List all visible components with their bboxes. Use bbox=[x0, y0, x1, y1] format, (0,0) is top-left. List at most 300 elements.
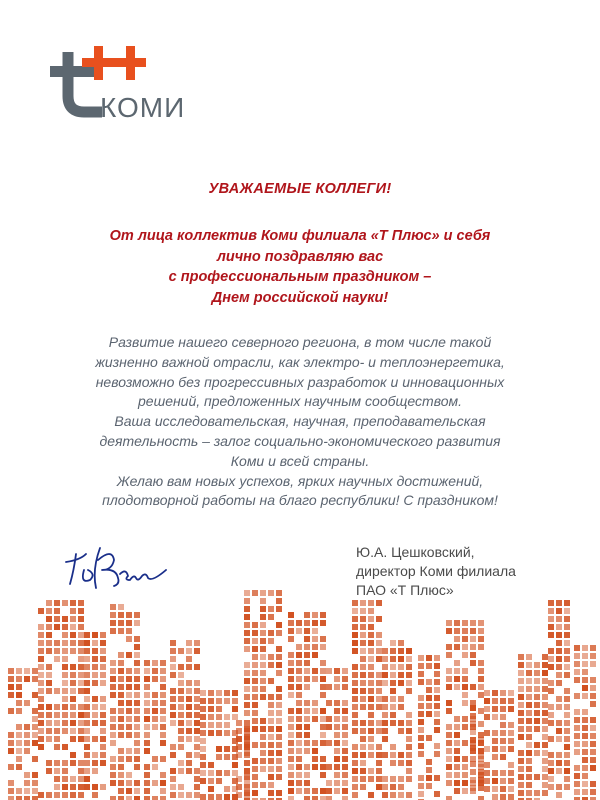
skyline-window bbox=[312, 676, 318, 682]
skyline-window bbox=[446, 620, 452, 626]
skyline-window bbox=[462, 788, 468, 794]
skyline-window bbox=[312, 716, 318, 722]
skyline-window bbox=[342, 684, 348, 690]
skyline-window bbox=[296, 692, 302, 698]
skyline-window bbox=[534, 662, 540, 668]
skyline-window bbox=[200, 762, 206, 768]
skyline-window bbox=[152, 692, 158, 698]
skyline-window bbox=[244, 736, 250, 742]
skyline-window bbox=[260, 670, 266, 676]
skyline-window bbox=[78, 704, 84, 710]
skyline-window bbox=[406, 680, 412, 686]
skyline-window bbox=[526, 726, 532, 732]
skyline-window bbox=[70, 720, 76, 726]
skyline-window bbox=[134, 724, 140, 730]
skyline-window bbox=[518, 670, 524, 676]
skyline-window bbox=[16, 676, 22, 682]
skyline-window bbox=[574, 765, 580, 771]
skyline-window bbox=[312, 700, 318, 706]
skyline-window bbox=[276, 670, 282, 676]
skyline-window bbox=[454, 764, 460, 770]
skyline-window bbox=[470, 636, 476, 642]
skyline-window bbox=[304, 620, 310, 626]
skyline-window bbox=[542, 678, 548, 684]
skyline-window bbox=[118, 724, 124, 730]
skyline-window bbox=[426, 687, 432, 693]
skyline-window bbox=[368, 640, 374, 646]
skyline-window bbox=[382, 664, 388, 670]
skyline-window bbox=[484, 730, 490, 736]
skyline-window bbox=[390, 792, 396, 798]
skyline-window bbox=[526, 686, 532, 692]
skyline-window bbox=[534, 694, 540, 700]
skyline-window bbox=[62, 784, 68, 790]
skyline-window bbox=[24, 700, 30, 706]
skyline-window bbox=[418, 735, 424, 741]
skyline-window bbox=[590, 653, 596, 659]
greeting-line: От лица коллектив Коми филиала «Т Плюс» и себя bbox=[109, 228, 491, 244]
skyline-window bbox=[194, 648, 200, 654]
skyline-window bbox=[260, 782, 266, 788]
skyline-window bbox=[126, 628, 132, 634]
skyline-window bbox=[470, 756, 476, 762]
skyline-window bbox=[62, 648, 68, 654]
skyline-window bbox=[54, 656, 60, 662]
skyline-window bbox=[110, 684, 116, 690]
skyline-window bbox=[62, 744, 68, 750]
skyline-window bbox=[470, 628, 476, 634]
skyline-window bbox=[216, 722, 222, 728]
skyline-window bbox=[232, 746, 238, 752]
skyline-window bbox=[564, 624, 570, 630]
skyline-window bbox=[304, 668, 310, 674]
skyline-window bbox=[382, 704, 388, 710]
skyline-window bbox=[542, 766, 548, 772]
skyline-window bbox=[304, 684, 310, 690]
skyline-window bbox=[526, 670, 532, 676]
skyline-window bbox=[178, 712, 184, 718]
skyline-window bbox=[398, 648, 404, 654]
body-line: Ваша исследовательская, научная, преподавательская bbox=[114, 413, 486, 430]
skyline-window bbox=[320, 676, 326, 682]
skyline-window bbox=[152, 780, 158, 786]
skyline-window bbox=[320, 764, 326, 770]
skyline-window bbox=[38, 632, 44, 638]
skyline-window bbox=[334, 676, 340, 682]
skyline-window bbox=[54, 624, 60, 630]
skyline-window bbox=[38, 712, 44, 718]
skyline-window bbox=[304, 724, 310, 730]
skyline-window bbox=[484, 778, 490, 784]
skyline-window bbox=[260, 646, 266, 652]
skyline-window bbox=[252, 622, 258, 628]
skyline-window bbox=[518, 654, 524, 660]
skyline-window bbox=[508, 746, 514, 752]
skyline-window bbox=[126, 668, 132, 674]
skyline-window bbox=[368, 728, 374, 734]
skyline-window bbox=[556, 608, 562, 614]
skyline-window bbox=[54, 792, 60, 798]
skyline-window bbox=[360, 656, 366, 662]
skyline-window bbox=[288, 748, 294, 754]
skyline-window bbox=[508, 762, 514, 768]
skyline-window bbox=[216, 754, 222, 760]
skyline-window bbox=[352, 776, 358, 782]
skyline-window bbox=[92, 664, 98, 670]
skyline-window bbox=[276, 622, 282, 628]
skyline-window bbox=[46, 688, 52, 694]
skyline-window bbox=[368, 776, 374, 782]
skyline-window bbox=[92, 784, 98, 790]
skyline-window bbox=[360, 680, 366, 686]
skyline-window bbox=[118, 772, 124, 778]
body-line: Желаю вам новых успехов, ярких научных достижений, bbox=[116, 472, 484, 489]
skyline-window bbox=[32, 708, 38, 714]
skyline-window bbox=[296, 652, 302, 658]
skyline-window bbox=[24, 740, 30, 746]
skyline-window bbox=[54, 744, 60, 750]
skyline-window bbox=[224, 786, 230, 792]
skyline-window bbox=[470, 740, 476, 746]
skyline-window bbox=[252, 670, 258, 676]
skyline-window bbox=[38, 688, 44, 694]
skyline-window bbox=[390, 712, 396, 718]
skyline-window bbox=[118, 652, 124, 658]
skyline-window bbox=[144, 668, 150, 674]
skyline-window bbox=[574, 645, 580, 651]
skyline-window bbox=[478, 660, 484, 666]
skyline-window bbox=[304, 700, 310, 706]
skyline-window bbox=[320, 644, 326, 650]
skyline-window bbox=[296, 772, 302, 778]
skyline-window bbox=[134, 660, 140, 666]
skyline-window bbox=[78, 688, 84, 694]
skyline-window bbox=[92, 648, 98, 654]
skyline-window bbox=[200, 794, 206, 800]
skyline-window bbox=[178, 680, 184, 686]
skyline-window bbox=[398, 672, 404, 678]
skyline-window bbox=[574, 789, 580, 795]
skyline-window bbox=[186, 688, 192, 694]
skyline-window bbox=[296, 780, 302, 786]
skyline-window bbox=[252, 718, 258, 724]
skyline-window bbox=[134, 748, 140, 754]
skyline-window bbox=[382, 776, 388, 782]
skyline-window bbox=[470, 724, 476, 730]
skyline-window bbox=[454, 748, 460, 754]
skyline-window bbox=[352, 784, 358, 790]
skyline-window bbox=[160, 724, 166, 730]
skyline-window bbox=[232, 762, 238, 768]
skyline-window bbox=[24, 780, 30, 786]
skyline-window bbox=[574, 781, 580, 787]
skyline-window bbox=[526, 790, 532, 796]
skyline-window bbox=[320, 788, 326, 794]
skyline-window bbox=[470, 705, 476, 711]
skyline-window bbox=[368, 616, 374, 622]
skyline-window bbox=[268, 726, 274, 732]
skyline-window bbox=[288, 756, 294, 762]
skyline-window bbox=[134, 620, 140, 626]
skyline-window bbox=[78, 776, 84, 782]
skyline-window bbox=[454, 772, 460, 778]
skyline-window bbox=[126, 652, 132, 658]
skyline-window bbox=[252, 646, 258, 652]
skyline-window bbox=[78, 728, 84, 734]
skyline-window bbox=[38, 648, 44, 654]
skyline-window bbox=[508, 706, 514, 712]
skyline-window bbox=[326, 780, 332, 786]
skyline-window bbox=[268, 606, 274, 612]
skyline-window bbox=[54, 784, 60, 790]
skyline-window bbox=[54, 768, 60, 774]
skyline-window bbox=[548, 768, 554, 774]
skyline-window bbox=[526, 782, 532, 788]
skyline-window bbox=[398, 664, 404, 670]
skyline-window bbox=[462, 652, 468, 658]
skyline-window bbox=[100, 680, 106, 686]
skyline-window bbox=[360, 648, 366, 654]
skyline-window bbox=[582, 661, 588, 667]
skyline-window bbox=[342, 788, 348, 794]
greeting-line: лично поздравляю вас bbox=[216, 248, 384, 265]
skyline-window bbox=[446, 652, 452, 658]
skyline-window bbox=[334, 788, 340, 794]
skyline-window bbox=[418, 695, 424, 701]
skyline-window bbox=[508, 690, 514, 696]
skyline-window bbox=[590, 645, 596, 651]
skyline-window bbox=[478, 620, 484, 626]
skyline-window bbox=[170, 776, 176, 782]
skyline-window bbox=[534, 726, 540, 732]
skyline-window bbox=[334, 700, 340, 706]
skyline-window bbox=[144, 780, 150, 786]
skyline-window bbox=[462, 740, 468, 746]
skyline-window bbox=[32, 788, 38, 794]
skyline-window bbox=[500, 794, 506, 800]
skyline-window bbox=[8, 796, 14, 800]
skyline-window bbox=[334, 764, 340, 770]
skyline-window bbox=[152, 676, 158, 682]
skyline-window bbox=[92, 672, 98, 678]
skyline-window bbox=[170, 720, 176, 726]
skyline-window bbox=[186, 656, 192, 662]
skyline-window bbox=[244, 734, 250, 740]
skyline-window bbox=[360, 640, 366, 646]
skyline-window bbox=[542, 742, 548, 748]
skyline-window bbox=[178, 696, 184, 702]
skyline-window bbox=[418, 783, 424, 789]
signer-block bbox=[356, 543, 516, 600]
skyline-window bbox=[556, 632, 562, 638]
skyline-window bbox=[508, 698, 514, 704]
skyline-window bbox=[508, 770, 514, 776]
skyline-window bbox=[446, 740, 452, 746]
skyline-window bbox=[54, 736, 60, 742]
skyline-window bbox=[24, 668, 30, 674]
skyline-window bbox=[110, 620, 116, 626]
skyline-window bbox=[390, 720, 396, 726]
skyline-window bbox=[312, 620, 318, 626]
skyline-window bbox=[260, 622, 266, 628]
skyline-window bbox=[134, 612, 140, 618]
skyline-window bbox=[518, 766, 524, 772]
skyline-window bbox=[200, 690, 206, 696]
skyline-window bbox=[194, 792, 200, 798]
skyline-window bbox=[46, 680, 52, 686]
skyline-window bbox=[564, 768, 570, 774]
skyline-window bbox=[100, 720, 106, 726]
skyline-window bbox=[360, 776, 366, 782]
skyline-window bbox=[360, 744, 366, 750]
skyline-window bbox=[296, 764, 302, 770]
skyline-window bbox=[78, 632, 84, 638]
logo-plus-2-h bbox=[114, 58, 146, 67]
skyline-window bbox=[126, 620, 132, 626]
skyline-window bbox=[38, 640, 44, 646]
skyline-window bbox=[186, 768, 192, 774]
skyline-window bbox=[534, 678, 540, 684]
skyline-window bbox=[118, 732, 124, 738]
skyline-window bbox=[398, 720, 404, 726]
skyline-window bbox=[454, 732, 460, 738]
skyline-window bbox=[100, 752, 106, 758]
skyline-window bbox=[8, 732, 14, 738]
skyline-window bbox=[492, 706, 498, 712]
skyline-window bbox=[478, 692, 484, 698]
skyline-window bbox=[500, 754, 506, 760]
skyline-window bbox=[8, 676, 14, 682]
skyline-window bbox=[134, 788, 140, 794]
skyline-window bbox=[194, 704, 200, 710]
skyline-window bbox=[398, 760, 404, 766]
skyline-window bbox=[110, 612, 116, 618]
skyline-window bbox=[236, 736, 242, 742]
skyline-window bbox=[224, 794, 230, 800]
skyline-window bbox=[236, 744, 242, 750]
skyline-window bbox=[406, 720, 412, 726]
skyline-window bbox=[518, 750, 524, 756]
skyline-window bbox=[118, 684, 124, 690]
skyline-window bbox=[556, 704, 562, 710]
skyline-window bbox=[244, 760, 250, 766]
skyline-window bbox=[426, 759, 432, 765]
skyline-window bbox=[360, 672, 366, 678]
skyline-window bbox=[126, 732, 132, 738]
skyline-window bbox=[260, 662, 266, 668]
skyline-window bbox=[352, 792, 358, 798]
skyline-window bbox=[126, 724, 132, 730]
skyline-window bbox=[462, 716, 468, 722]
skyline-window bbox=[152, 668, 158, 674]
skyline-window bbox=[434, 695, 440, 701]
skyline-window bbox=[54, 712, 60, 718]
skyline-window bbox=[590, 757, 596, 763]
skyline-window bbox=[500, 746, 506, 752]
skyline-window bbox=[390, 696, 396, 702]
skyline-window bbox=[376, 720, 382, 726]
skyline-window bbox=[526, 702, 532, 708]
skyline-window bbox=[244, 694, 250, 700]
skyline-window bbox=[32, 772, 38, 778]
skyline-window bbox=[70, 624, 76, 630]
skyline-window bbox=[16, 748, 22, 754]
skyline-window bbox=[326, 740, 332, 746]
skyline-window bbox=[478, 785, 484, 791]
skyline-window bbox=[24, 788, 30, 794]
skyline-window bbox=[144, 740, 150, 746]
skyline-window bbox=[276, 654, 282, 660]
skyline-window bbox=[492, 794, 498, 800]
skyline-window bbox=[320, 756, 326, 762]
skyline-window bbox=[296, 676, 302, 682]
skyline-window bbox=[134, 644, 140, 650]
skyline-window bbox=[352, 648, 358, 654]
skyline-window bbox=[224, 754, 230, 760]
skyline-window bbox=[160, 716, 166, 722]
skyline-window bbox=[470, 780, 476, 786]
skyline-window bbox=[500, 714, 506, 720]
skyline-window bbox=[144, 700, 150, 706]
skyline-window bbox=[8, 740, 14, 746]
skyline-window bbox=[186, 760, 192, 766]
skyline-window bbox=[548, 712, 554, 718]
skyline-window bbox=[38, 744, 44, 750]
skyline-window bbox=[406, 736, 412, 742]
skyline-window bbox=[62, 712, 68, 718]
skyline-window bbox=[288, 620, 294, 626]
skyline-window bbox=[194, 696, 200, 702]
skyline-window bbox=[92, 712, 98, 718]
skyline-window bbox=[312, 644, 318, 650]
skyline-window bbox=[288, 788, 294, 794]
skyline-window bbox=[418, 775, 424, 781]
skyline-window bbox=[352, 680, 358, 686]
skyline-window bbox=[46, 648, 52, 654]
skyline-window bbox=[368, 648, 374, 654]
skyline-window bbox=[492, 714, 498, 720]
skyline-window bbox=[62, 632, 68, 638]
skyline-window bbox=[564, 640, 570, 646]
skyline-window bbox=[426, 695, 432, 701]
skyline-window bbox=[590, 789, 596, 795]
skyline-window bbox=[92, 736, 98, 742]
skyline-window bbox=[32, 732, 38, 738]
skyline-window bbox=[548, 648, 554, 654]
skyline-window bbox=[446, 756, 452, 762]
skyline-window bbox=[110, 692, 116, 698]
skyline-window bbox=[186, 792, 192, 798]
skyline-window bbox=[478, 756, 484, 762]
skyline-window bbox=[426, 679, 432, 685]
skyline-window bbox=[574, 725, 580, 731]
skyline-window bbox=[564, 776, 570, 782]
skyline-window bbox=[78, 648, 84, 654]
skyline-window bbox=[260, 718, 266, 724]
skyline-window bbox=[526, 694, 532, 700]
skyline-window bbox=[46, 768, 52, 774]
greeting-block bbox=[40, 226, 560, 308]
skyline-window bbox=[244, 728, 250, 734]
skyline-window bbox=[390, 664, 396, 670]
skyline-window bbox=[160, 732, 166, 738]
skyline-window bbox=[288, 772, 294, 778]
skyline-window bbox=[556, 752, 562, 758]
skyline-window bbox=[470, 660, 476, 666]
skyline-window bbox=[574, 741, 580, 747]
skyline-window bbox=[216, 794, 222, 800]
skyline-window bbox=[236, 752, 242, 758]
